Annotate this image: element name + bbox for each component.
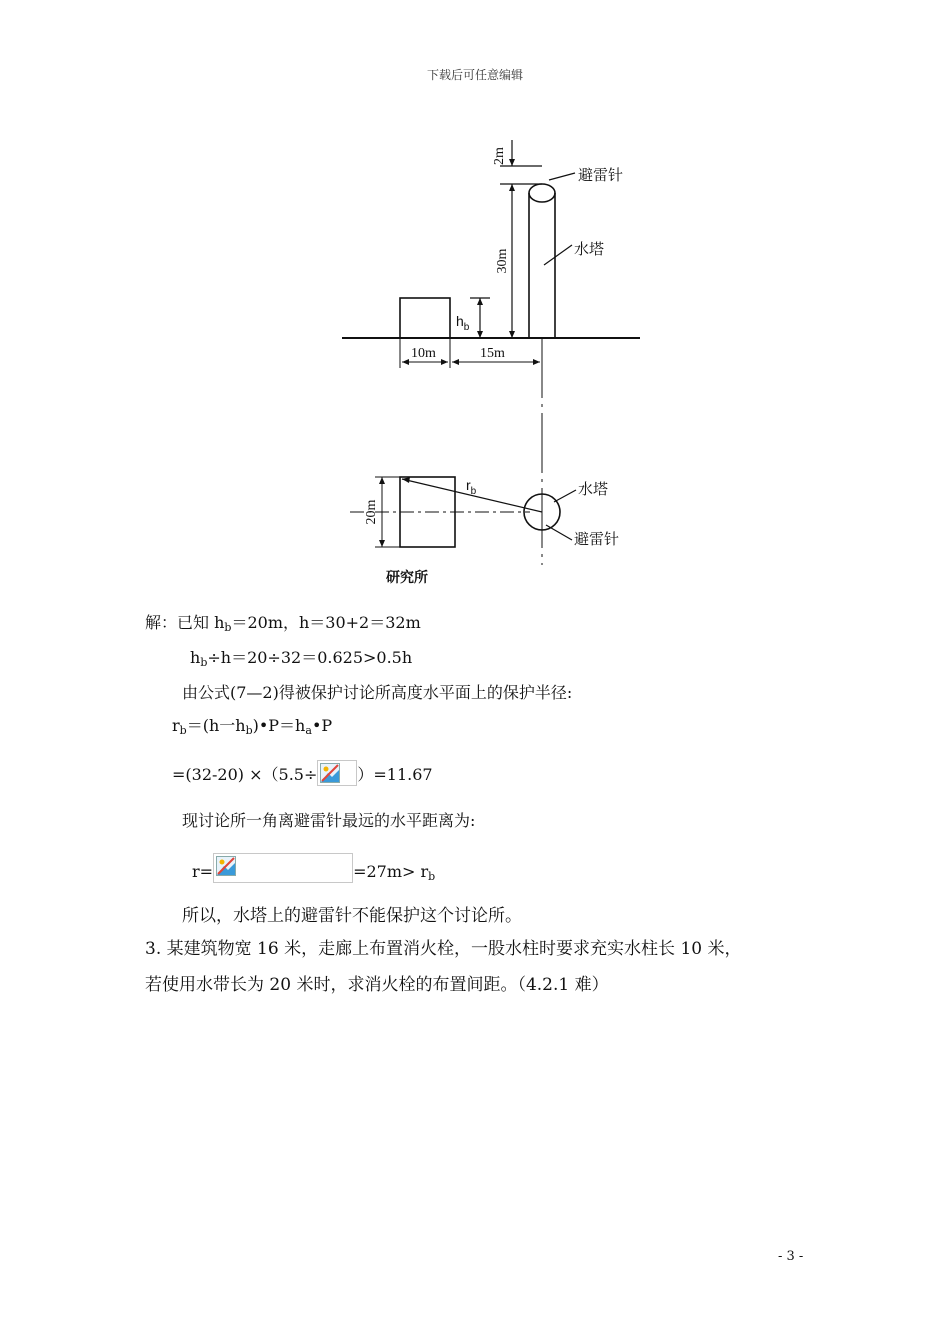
label-rod-top: 避雷针 xyxy=(578,168,624,184)
solution-line-2: $h_b\div h=20\div 32=0.625>0.5h$ xyxy=(190,648,413,669)
svg-text:hb xyxy=(456,313,470,333)
solution-line-5: =(32-20) ×（5.5÷ ）=11.67 xyxy=(172,760,433,786)
lightning-rod-diagram xyxy=(330,130,660,590)
label-15m: 15m xyxy=(480,346,505,361)
label-institute: 研究所 xyxy=(386,569,428,585)
label-30m: 30m xyxy=(495,248,510,274)
label-tower-plan: 水塔 xyxy=(578,482,609,498)
label-rod-plan: 避雷针 xyxy=(574,532,620,548)
solution-line-4: $r_b=(h$一$h_b)•P=h_a•P$ xyxy=(172,716,333,737)
broken-image-icon xyxy=(213,853,353,883)
page-number: - 3 - xyxy=(778,1249,804,1264)
question-line-2: 若使用水带长为 20 米时，求消火栓的布置间距。（4.2.1 难） xyxy=(145,975,609,995)
solution-line-3: 由公式(7—2)得被保护讨论所高度水平面上的保护半径: xyxy=(182,683,573,702)
solution-line-6: 现讨论所一角离避雷针最远的水平距离为: xyxy=(182,811,476,830)
solution-line-1: 解：已知 $h_b=20m$，h＝30+2＝32m xyxy=(145,613,421,634)
label-2m: 2m xyxy=(492,147,507,165)
label-hb-sub: b xyxy=(463,322,470,333)
label-20m: 20m xyxy=(364,499,379,525)
page-header: 下载后可任意编辑 xyxy=(426,68,523,82)
broken-image-icon xyxy=(317,760,357,786)
label-hb: h xyxy=(456,313,464,329)
solution-conclusion: 所以，水塔上的避雷针不能保护这个讨论所。 xyxy=(182,906,522,926)
label-tower-top: 水塔 xyxy=(574,242,605,258)
label-10m: 10m xyxy=(411,346,436,361)
solution-line-7: r= $=27m> r_b$ xyxy=(192,853,435,883)
question-line-1: 3. 某建筑物宽 16 米，走廊上布置消火栓，一股水柱时要求充实水柱长 10 米， xyxy=(145,939,742,959)
label-rb: r xyxy=(466,477,471,493)
label-rb-sub: b xyxy=(470,486,477,497)
